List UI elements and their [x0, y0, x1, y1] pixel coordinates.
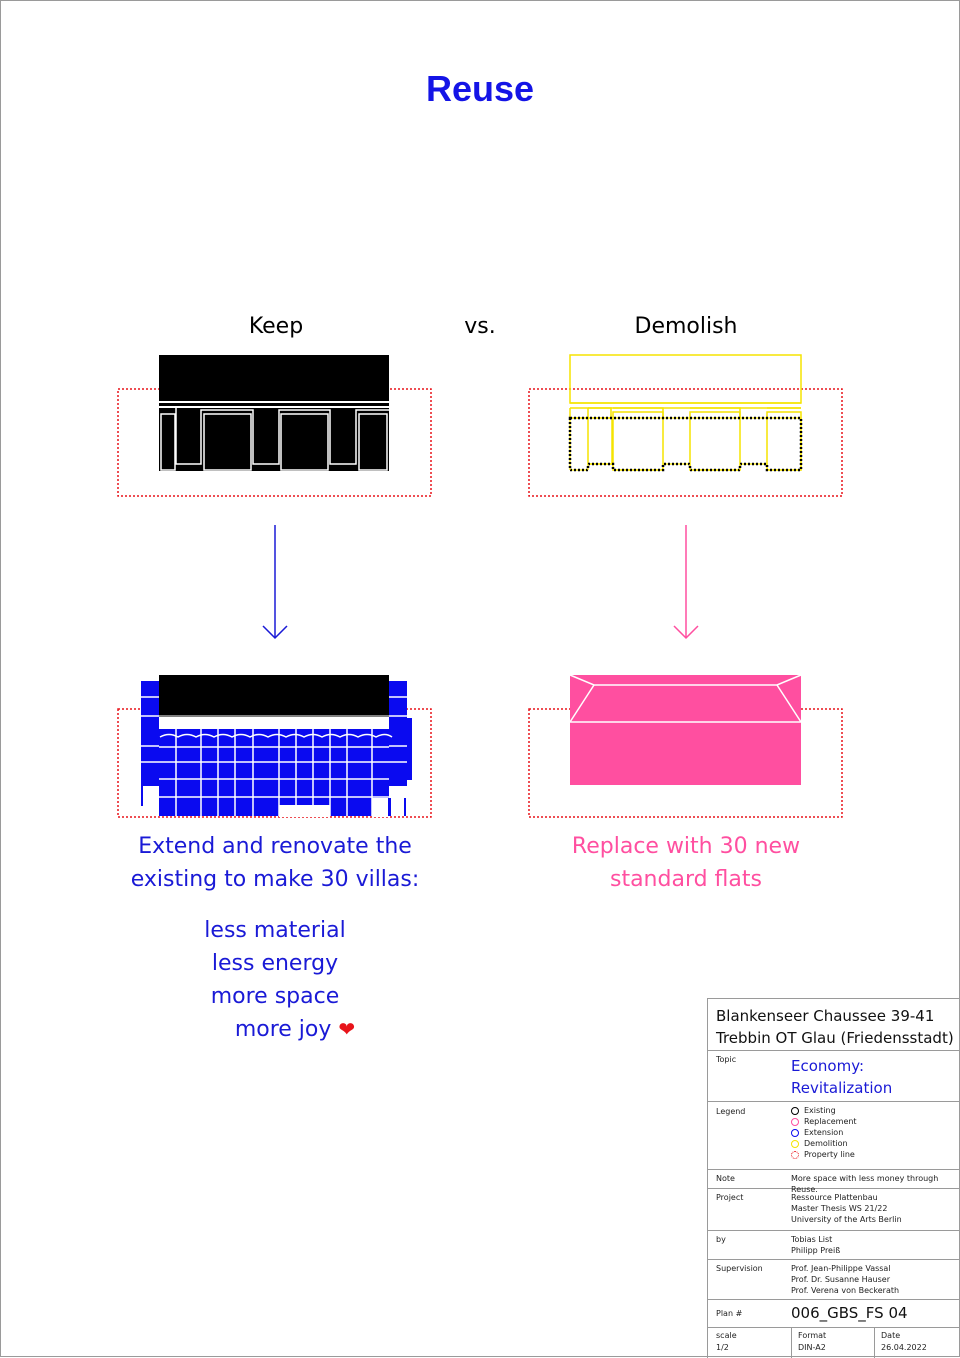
title-block-supervision — [708, 1260, 960, 1300]
divider — [791, 1328, 792, 1358]
legend-item-replacement: Replacement — [791, 1116, 857, 1127]
legend-dot-icon — [791, 1151, 799, 1159]
legend-dot-icon — [791, 1107, 799, 1115]
arrow-keep — [263, 525, 287, 638]
legend-item-existing: Existing — [791, 1105, 857, 1116]
legend-item-extension: Extension — [791, 1127, 857, 1138]
legend-item-demolition: Demolition — [791, 1138, 857, 1149]
demolish-caption-line-2: standard flats — [609, 867, 762, 892]
project-line-1: Ressource Plattenbau — [791, 1193, 878, 1202]
note-value: More space with less money through Reuse. — [791, 1174, 939, 1194]
keep-existing-building — [118, 355, 431, 496]
format-value: DIN-A2 — [798, 1343, 826, 1352]
benefit-item: less material — [204, 918, 346, 943]
project-line-3: University of the Arts Berlin — [791, 1215, 902, 1224]
legend-list — [791, 1105, 857, 1160]
keep-caption-line-1: Extend and renovate the — [138, 834, 412, 859]
topic-label: Topic — [716, 1055, 737, 1064]
title-block-plan — [708, 1300, 960, 1328]
date-label: Date — [881, 1331, 901, 1340]
title-block-by — [708, 1231, 960, 1260]
address-line-2: Trebbin OT Glau (Friedensstadt) — [716, 1029, 954, 1047]
title-block-legend — [708, 1102, 960, 1170]
topic-line-1: Economy: — [791, 1057, 865, 1075]
benefits-list — [175, 914, 375, 1046]
plan-number: 006_GBS_FS 04 — [791, 1304, 908, 1322]
supervisor-3: Prof. Verena von Beckerath — [791, 1286, 900, 1295]
supervisor-2: Prof. Dr. Susanne Hauser — [791, 1275, 891, 1284]
legend-item-property-line: Property line — [791, 1149, 857, 1160]
scale-value: 1/2 — [716, 1343, 729, 1352]
demolish-building — [529, 355, 842, 496]
by-label: by — [716, 1235, 726, 1244]
project-value — [791, 1192, 902, 1225]
arrow-demolish — [674, 525, 698, 638]
supervision-label: Supervision — [716, 1264, 763, 1273]
benefit-item: more joy — [234, 1017, 332, 1042]
keep-heading: Keep — [248, 314, 304, 339]
plan-label: Plan # — [716, 1309, 743, 1318]
benefit-item: less energy — [211, 951, 339, 976]
author-2: Philipp Preiß — [791, 1246, 841, 1255]
note-label: Note — [716, 1174, 735, 1183]
divider — [874, 1328, 875, 1358]
title-block — [707, 998, 960, 1358]
heart-icon: ❤ — [338, 1017, 356, 1041]
keep-caption — [125, 830, 425, 896]
legend-dot-icon — [791, 1140, 799, 1148]
title-block-meta — [708, 1328, 960, 1358]
title-block-note — [708, 1170, 960, 1194]
topic-line-2: Revitalization — [791, 1079, 893, 1097]
demolish-replacement — [529, 675, 842, 817]
property-line-demolish-top — [529, 389, 842, 496]
title-block-project — [708, 1189, 960, 1231]
supervisor-1: Prof. Jean-Philippe Vassal — [791, 1264, 891, 1273]
scale-label: scale — [716, 1331, 737, 1340]
legend-dot-icon — [791, 1118, 799, 1126]
demolish-heading: Demolish — [634, 314, 738, 339]
title-block-address — [708, 999, 960, 1051]
author-1: Tobias List — [791, 1235, 833, 1244]
address-line-1: Blankenseer Chaussee 39-41 — [716, 1007, 935, 1025]
project-line-2: Master Thesis WS 21/22 — [791, 1204, 888, 1213]
vs-label: vs. — [464, 314, 496, 339]
legend-dot-icon — [791, 1129, 799, 1137]
keep-caption-line-2: existing to make 30 villas: — [130, 867, 420, 892]
demolish-caption — [536, 830, 836, 896]
topic-value — [791, 1055, 892, 1099]
legend-label: Legend — [716, 1107, 746, 1116]
title-block-topic — [708, 1051, 960, 1102]
keep-extended-villas — [118, 675, 431, 817]
supervision-value — [791, 1263, 899, 1296]
demolish-caption-line-1: Replace with 30 new — [571, 834, 801, 859]
address-text — [716, 1005, 954, 1049]
project-label: Project — [716, 1193, 744, 1202]
format-label: Format — [798, 1331, 827, 1340]
benefit-item-last — [175, 1013, 375, 1046]
by-value — [791, 1234, 840, 1256]
page-title: Reuse — [425, 68, 535, 109]
date-value: 26.04.2022 — [881, 1343, 927, 1352]
benefit-item: more space — [210, 984, 340, 1009]
